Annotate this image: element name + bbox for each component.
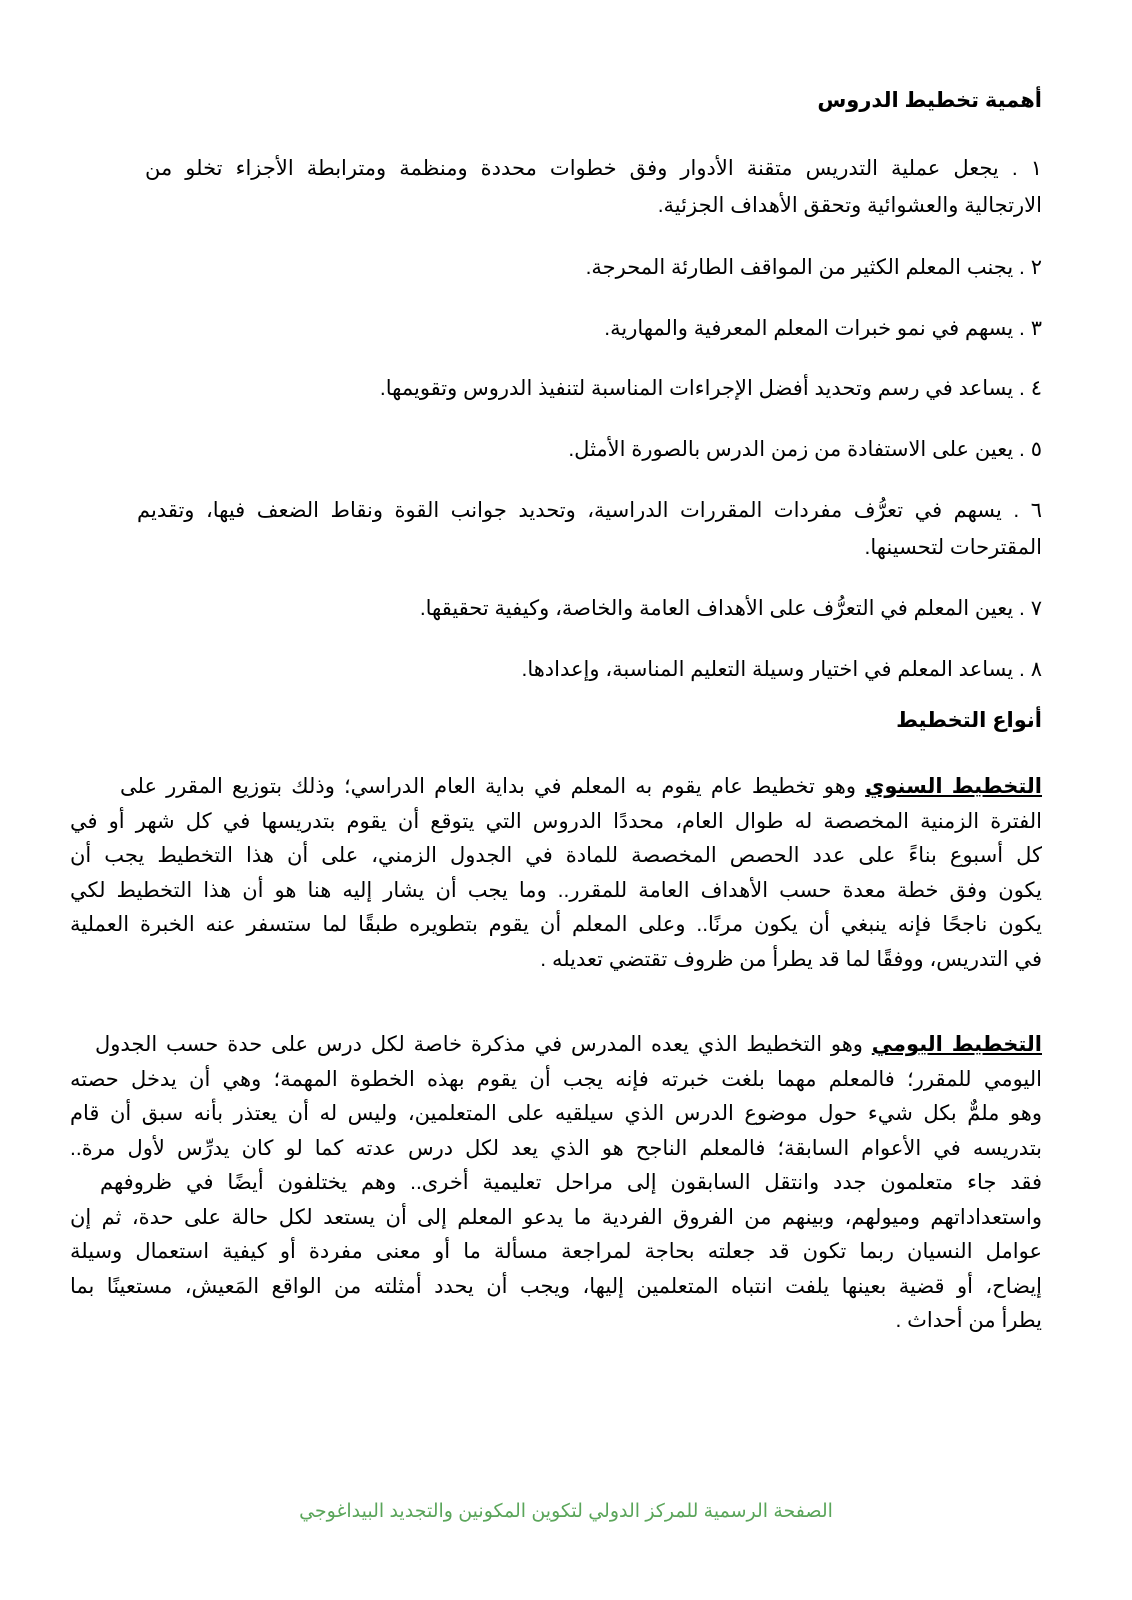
list-item [145, 150, 1042, 249]
list-item-line: ٤ . يساعد في رسم وتحديد أفضل الإجراءات المناسبة لتنفيذ الدروس وتقويمها. [379, 377, 1042, 400]
paragraph-line [70, 770, 1042, 805]
paragraph-line: يكون وفق خطة معدة حسب الأهداف العامة للمقرر.. وما يجب أن يشار إليه هنا هو أن هذا التخطيط لكي [70, 878, 1042, 902]
paragraph-line [70, 1028, 1042, 1063]
list-item [145, 651, 1042, 712]
list-item-line: ١ . يجعل عملية التدريس متقنة الأدوار وفق خطوات محددة ومنظمة ومترابطة الأجزاء تخلو من [145, 157, 1042, 180]
paragraph-line: واستعداداتهم وميولهم، وبينهم من الفروق الفردية ما يدعو المعلم إلى أن يستعد لكل حالة على حدة، ثم إن [70, 1205, 1042, 1229]
annual-planning-term: التخطيط السنوي [865, 775, 1042, 798]
list-item [145, 590, 1042, 651]
list-item-line: ٨ . يساعد المعلم في اختيار وسيلة التعليم المناسبة، وإعدادها. [521, 658, 1042, 681]
paragraph-text: وهو التخطيط الذي يعده المدرس في مذكرة خاصة لكل درس على حدة حسب الجدول [95, 1033, 872, 1056]
paragraph-line: وهو ملمٌّ بكل شيء حول موضوع الدرس الذي سيلقيه على المتعلمين، وليس له أن يعتذر بأنه سبق أن قام [70, 1102, 1042, 1125]
list-item-line: الارتجالية والعشوائية وتحقق الأهداف الجزئية. [657, 194, 1042, 217]
list-item-line: ٢ . يجنب المعلم الكثير من المواقف الطارئة المحرجة. [585, 256, 1042, 279]
daily-planning-term: التخطيط اليومي [871, 1033, 1042, 1056]
list-item [137, 492, 1042, 590]
list-item-line: ٦ . يسهم في تعرُّف مفردات المقررات الدراسية، وتحديد جوانب القوة ونقاط الضعف فيها، وتقديم [137, 499, 1042, 522]
daily-planning-paragraph [70, 1028, 1042, 1339]
paragraph-line: الفترة الزمنية المخصصة له طوال العام، محددًا الدروس التي يتوقع أن يقوم بتدريسها في كل شهر أو في [70, 809, 1042, 833]
paragraph-line: إيضاح، أو قضية بعينها يلفت انتباه المتعلمين إليها، ويجب أن يحدد أمثلته من الواقع المَعيش، مستعينًا بما [70, 1274, 1042, 1298]
heading-types: أنواع التخطيط [896, 709, 1042, 732]
list-item [145, 370, 1042, 431]
list-item [145, 310, 1042, 370]
list-item [145, 249, 1042, 310]
paragraph-text: وهو تخطيط عام يقوم به المعلم في بداية العام الدراسي؛ وذلك بتوزيع المقرر على [120, 775, 866, 798]
paragraph-line: يطرأ من أحداث . [895, 1309, 1042, 1332]
list-item-line: ٧ . يعين المعلم في التعرُّف على الأهداف العامة والخاصة، وكيفية تحقيقها. [419, 597, 1042, 620]
list-item-line: ٥ . يعين على الاستفادة من زمن الدرس بالصورة الأمثل. [568, 438, 1042, 461]
page-footer: الصفحة الرسمية للمركز الدولي لتكوين المكونين والتجديد البيداغوجي [299, 1501, 833, 1522]
paragraph-line: يكون ناجحًا فإنه ينبغي أن يكون مرنًا.. وعلى المعلم أن يقوم بتطويره طبقًا لما ستسفر عنه الخبرة العملية [70, 913, 1042, 936]
list-item [145, 431, 1042, 492]
list-item-line: ٣ . يسهم في نمو خبرات المعلم المعرفية والمهارية. [604, 317, 1042, 340]
heading-importance: أهمية تخطيط الدروس [817, 89, 1042, 112]
paragraph-line: فقد جاء متعلمون جدد وانتقل السابقون إلى مراحل تعليمية أخرى.. وهم يختلفون أيضًا في ظروفهم [100, 1171, 1042, 1194]
paragraph-line: عوامل النسيان ربما تكون قد جعلته بحاجة لمراجعة مسألة ما أو معنى مفردة أو كيفية استعمال وسيلة [70, 1240, 1042, 1263]
paragraph-line: اليومي للمقرر؛ فالمعلم مهما بلغت خبرته فإنه يجب أن يقوم بهذه الخطوة المهمة؛ وهي أن يدخل حصته [70, 1067, 1042, 1091]
paragraph-line: في التدريس، ووفقًا لما قد يطرأ من ظروف تقتضي تعديله . [540, 947, 1042, 971]
paragraph-line: كل أسبوع بناءً على عدد الحصص المخصصة للمادة في الجدول الزمني، على أن هذا التخطيط يجب أن [70, 844, 1042, 867]
annual-planning-paragraph [70, 770, 1042, 977]
list-item-line: المقترحات لتحسينها. [864, 536, 1042, 559]
importance-list [137, 150, 1042, 712]
paragraph-line: بتدريسه في الأعوام السابقة؛ فالمعلم الناجح هو الذي يعد لكل درس عدته كما لو كان يدرِّس لأول مرة.. [70, 1136, 1042, 1160]
